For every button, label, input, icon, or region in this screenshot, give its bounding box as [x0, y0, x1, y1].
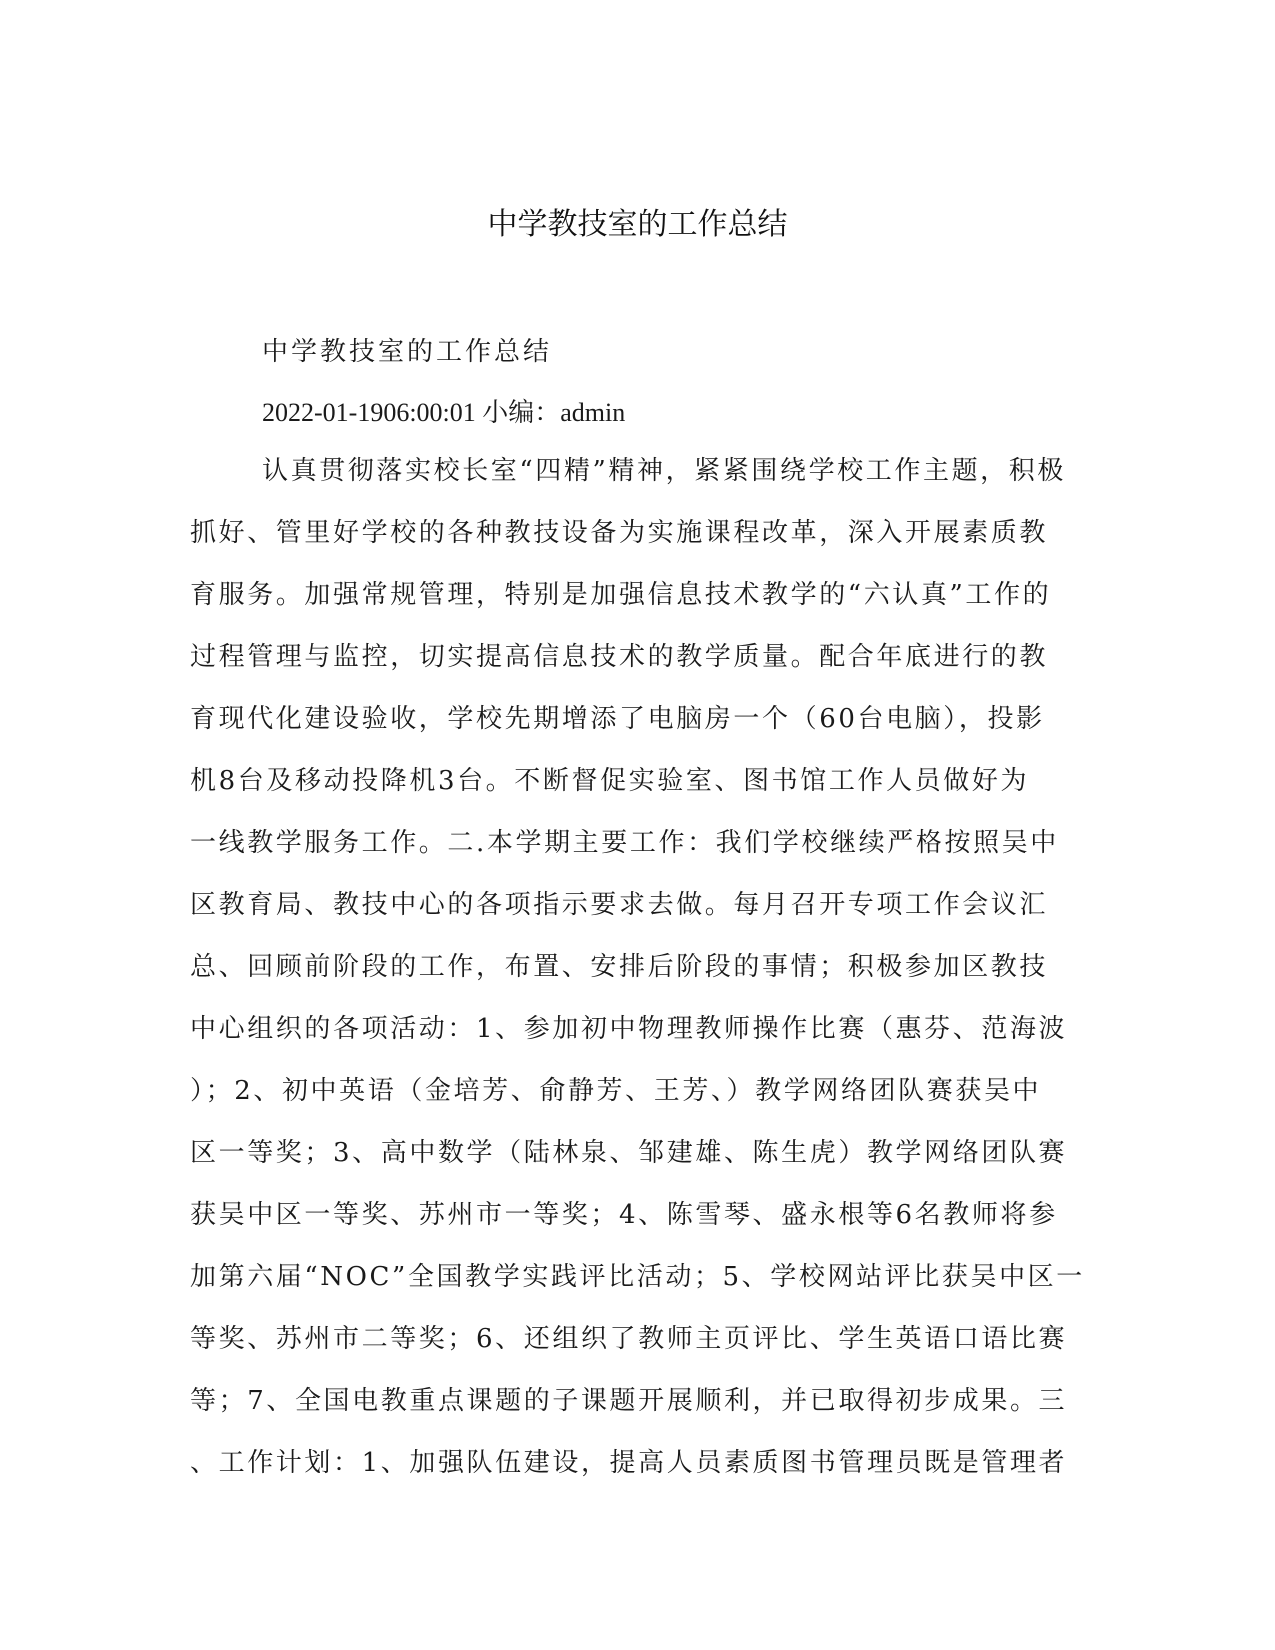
body-line: 育服务。加强常规管理，特别是加强信息技术教学的“六认真”工作的 [190, 580, 1052, 610]
body-line: 区一等奖；3、高中数学（陆林泉、邹建雄、陈生虎）教学网络团队赛 [190, 1138, 1068, 1168]
body-line: 育现代化建设验收，学校先期增添了电脑房一个（60台电脑），投影 [190, 704, 1045, 734]
body-line: 获吴中区一等奖、苏州市一等奖；4、陈雪琴、盛永根等6名教师将参 [190, 1200, 1058, 1230]
body-line: ）；2、初中英语（金培芳、俞静芳、王芳、）教学网络团队赛获吴中 [190, 1076, 1042, 1106]
document-title: 中学教技室的工作总结 [487, 207, 788, 242]
document-subtitle: 中学教技室的工作总结 [262, 337, 553, 367]
body-line: 抓好、管里好学校的各种教技设备为实施课程改革，深入开展素质教 [190, 518, 1049, 548]
body-line: 中心组织的各项活动：1、参加初中物理教师操作比赛（惠芬、范海波 [190, 1014, 1068, 1044]
body-line: 等；7、全国电教重点课题的子课题开展顺利，并已取得初步成果。三 [190, 1386, 1068, 1416]
body-line: 一线教学服务工作。二.本学期主要工作：我们学校继续严格按照吴中 [190, 828, 1059, 858]
body-line: 加第六届“NOC”全国教学实践评比活动；5、学校网站评比获吴中区一 [190, 1262, 1085, 1292]
body-line: 总、回顾前阶段的工作，布置、安排后阶段的事情；积极参加区教技 [190, 952, 1049, 982]
body-line: 过程管理与监控，切实提高信息技术的教学质量。配合年底进行的教 [190, 642, 1049, 672]
body-line: 等奖、苏州市二等奖；6、还组织了教师主页评比、学生英语口语比赛 [190, 1324, 1068, 1354]
body-line: 认真贯彻落实校长室“四精”精神，紧紧围绕学校工作主题，积极 [262, 456, 1066, 486]
body-line: 、工作计划：1、加强队伍建设，提高人员素质图书管理员既是管理者 [190, 1448, 1068, 1478]
document-meta: 2022-01-1906:00:01 小编：admin [262, 398, 626, 427]
body-line: 机8台及移动投降机3台。不断督促实验室、图书馆工作人员做好为 [190, 766, 1030, 796]
document-body [190, 454, 1090, 1508]
body-line: 区教育局、教技中心的各项指示要求去做。每月召开专项工作会议汇 [190, 890, 1049, 920]
